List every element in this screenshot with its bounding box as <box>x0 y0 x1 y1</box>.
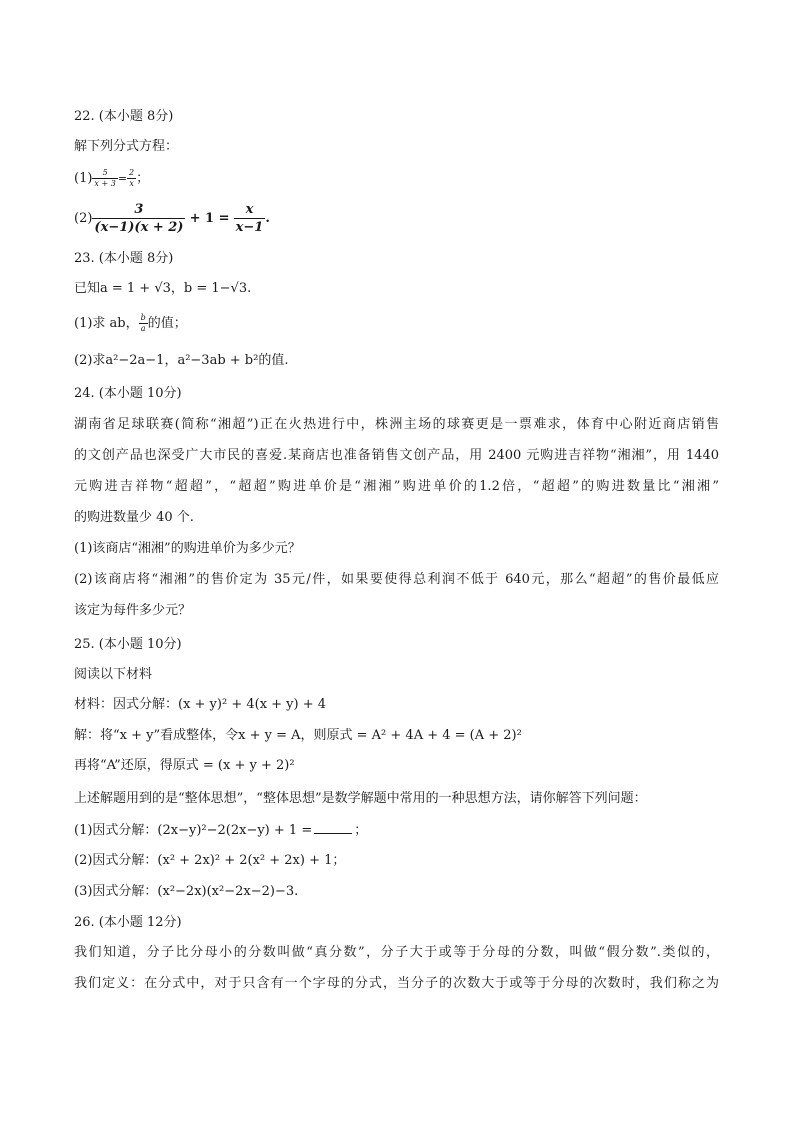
q25-solution-line2: 再将“A”还原，得原式 = (x + y + 2)² <box>74 758 295 773</box>
q24-paragraph-line3: 元购进吉祥物“超超”，“超超”购进单价是“湘湘”购进单价的1.2倍，“超超”的购进数量比“湘湘” <box>74 479 719 494</box>
q25-intro: 阅读以下材料 <box>74 667 153 682</box>
q22-p2-fraction-left: $\frac{3}{(x-1)(x + 2)}$ <box>94 202 184 235</box>
q24-paragraph-line1: 湖南省足球联赛(简称“湘超”)正在火热进行中，株洲主场的球赛更是一票难求，体育中心附近商店销售 <box>74 417 719 432</box>
q22-p1-fraction-right: $\frac{2}{x}$ <box>129 168 135 188</box>
q24-paragraph-line4: 的购进数量少 40 个. <box>74 510 194 525</box>
q24-part2-line1: (2)该商店将“湘湘”的售价定为 35元/件，如果要使得总利润不低于 640元，那么“超超”的售价最低应 <box>74 572 719 587</box>
q22-part1: (1) $\frac{5}{x + 3}$ = $\frac{2}{x}$ ； <box>74 168 150 188</box>
q22-p1-fraction-left: $\frac{5}{x + 3}$ <box>94 168 116 188</box>
q25-solution-line1: 解：将“x + y”看成整体，令x + y = A，则原式 = A² + 4A + 4 = (A + 2)² <box>74 728 522 743</box>
q24-paragraph-line2: 的文创产品也深受广大市民的喜爱.某商店也准备销售文创产品，用 2400 元购进吉祥物“湘湘”，用 1440 <box>74 448 719 463</box>
answer-blank <box>314 821 352 834</box>
q22-header: 22. (本小题 8分) <box>74 109 174 124</box>
q26-header: 26. (本小题 12分) <box>74 915 182 930</box>
q26-paragraph-line1: 我们知道，分子比分母小的分数叫做“真分数”，分子大于或等于分母的分数，叫做“假分数”.类似的， <box>74 945 719 960</box>
q25-material: 材料：因式分解：(x + y)² + 4(x + y) + 4 <box>74 697 327 712</box>
q23-p1-fraction: $\frac{b}{a}$ <box>140 313 146 333</box>
q22-instruction: 解下列分式方程： <box>74 139 179 154</box>
q24-header: 24. (本小题 10分) <box>74 386 182 401</box>
q24-part1: (1)该商店“湘湘”的购进单价为多少元？ <box>74 541 301 556</box>
q25-part3: (3)因式分解：(x²−2x)(x²−2x−2)−3. <box>74 884 299 899</box>
q23-header: 23. (本小题 8分) <box>74 251 174 266</box>
q23-given: 已知a = 1 + √3，b = 1−√3. <box>74 281 252 296</box>
q23-part2: (2)求a²−2a−1，a²−3ab + b²的值. <box>74 353 289 368</box>
q24-part2-line2: 该定为每件多少元？ <box>74 603 192 618</box>
q22-p2-fraction-right: $\frac{x}{x-1}$ <box>235 202 264 235</box>
q25-task: 上述解题用到的是“整体思想”，“整体思想”是数学解题中常用的一种思想方法，请你解答下列问题： <box>74 791 647 806</box>
q25-part2: (2)因式分解：(x² + 2x)² + 2(x² + 2x) + 1； <box>74 853 346 868</box>
q26-paragraph-line2: 我们定义：在分式中，对于只含有一个字母的分式，当分子的次数大于或等于分母的次数时，我们称之为 <box>74 976 719 991</box>
q25-header: 25. (本小题 10分) <box>74 637 182 652</box>
q23-part1: (1)求 ab， $\frac{b}{a}$ 的值； <box>74 313 187 333</box>
q25-part1: (1)因式分解：(2x−y)²−2(2x−y) + 1 = ； <box>74 823 368 838</box>
q22-part2: (2) $\frac{3}{(x-1)(x + 2)}$ + 1 = $\frac{x}{x-1}$ . <box>74 202 270 235</box>
